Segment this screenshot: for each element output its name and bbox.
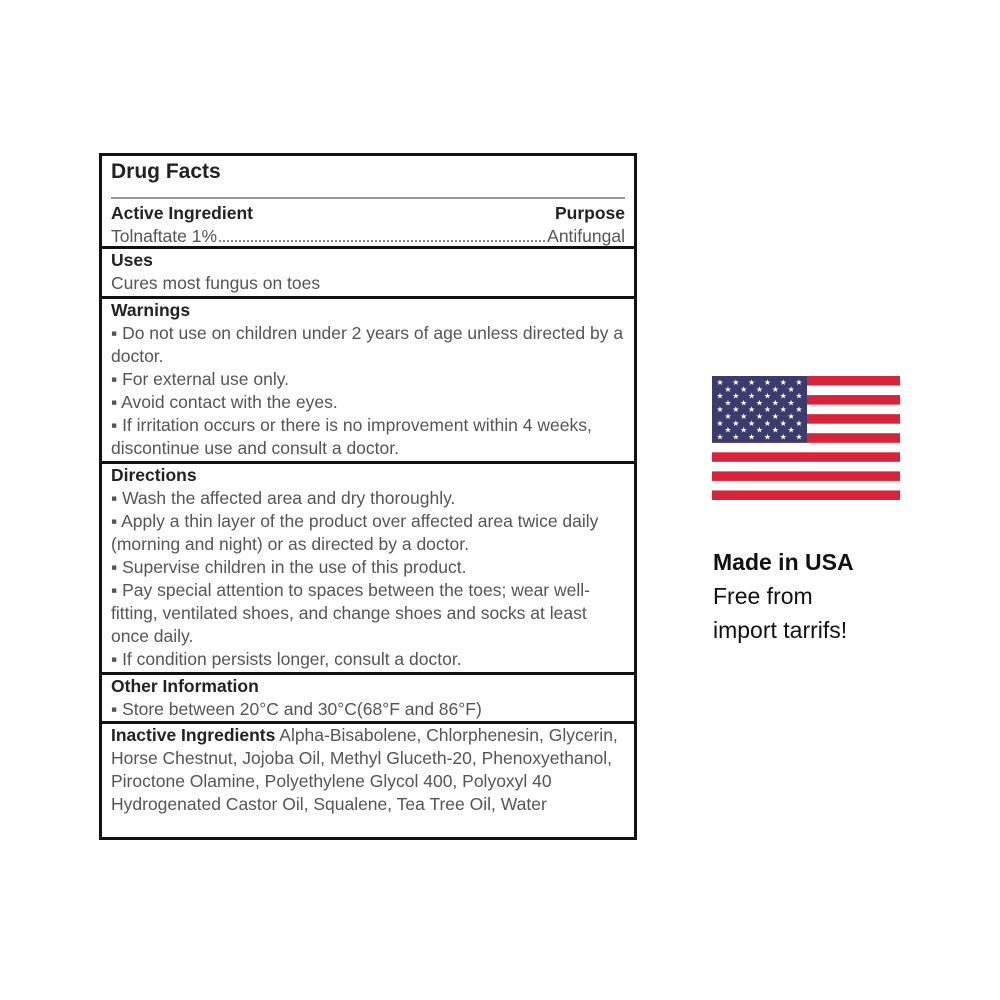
other-header: Other Information (111, 676, 259, 696)
flag-star: ★ (724, 412, 732, 421)
flag-star: ★ (787, 384, 795, 394)
direction-item: ▪ Apply a thin layer of the product over affected area twice daily (morning and night) or as directed by a doctor. (111, 511, 599, 554)
flag-star: ★ (763, 405, 771, 415)
flag-star: ★ (779, 391, 787, 401)
flag-star: ★ (740, 425, 748, 435)
flag-star: ★ (763, 418, 771, 428)
warnings-header: Warnings (111, 300, 191, 320)
flag-star: ★ (779, 418, 787, 428)
purpose: Antifungal (547, 226, 625, 246)
flag-star: ★ (724, 384, 732, 394)
active-ingredient-section (102, 156, 634, 246)
divider (111, 197, 625, 199)
flag-star: ★ (771, 412, 779, 421)
warning-item: ▪ Avoid contact with the eyes. (111, 392, 338, 412)
warning-item: ▪ Do not use on children under 2 years of age unless directed by a doctor. (111, 323, 624, 366)
inactive-header: Inactive Ingredients (111, 725, 276, 745)
flag-star: ★ (755, 425, 764, 435)
flag-star: ★ (771, 398, 779, 408)
flag-star: ★ (716, 391, 724, 401)
flag-star: ★ (787, 412, 795, 421)
flag-star: ★ (787, 398, 795, 408)
flag-star: ★ (763, 391, 771, 401)
us-flag-icon (712, 376, 900, 500)
drug-facts-title: Drug Facts (111, 160, 221, 183)
flag-star: ★ (779, 378, 787, 387)
badge-line2: import tarrifs! (713, 617, 848, 643)
active-ingredient: Tolnaftate 1% (111, 226, 218, 246)
uses-text: Cures most fungus on toes (111, 273, 321, 293)
active-header: Active Ingredient (111, 203, 253, 223)
flag-star: ★ (771, 384, 779, 394)
flag-star: ★ (755, 384, 764, 394)
flag-star: ★ (795, 418, 803, 428)
direction-item: ▪ Wash the affected area and dry thoroughly. (111, 488, 456, 508)
flag-star: ★ (748, 391, 756, 401)
flag-star: ★ (732, 378, 740, 387)
flag-star: ★ (716, 378, 724, 387)
warnings-section (102, 296, 634, 461)
flag-star: ★ (732, 405, 740, 415)
uses-section (102, 246, 634, 296)
directions-section (102, 461, 634, 672)
other-text: ▪ Store between 20°C and 30°C(68°F and 86°F) (111, 699, 482, 719)
warning-item: ▪ If irritation occurs or there is no improvement within 4 weeks, discontinue use and consult a doctor. (111, 415, 592, 458)
directions-header: Directions (111, 465, 197, 485)
flag-stripe (712, 471, 900, 481)
flag-star: ★ (755, 412, 764, 421)
warning-item: ▪ For external use only. (111, 369, 290, 389)
flag-star: ★ (732, 391, 740, 401)
inactive-section (102, 721, 634, 837)
flag-star: ★ (771, 425, 779, 435)
flag-star: ★ (795, 405, 803, 415)
flag-star: ★ (732, 432, 740, 442)
flag-star: ★ (732, 418, 740, 428)
direction-item: ▪ Supervise children in the use of this product. (111, 557, 467, 577)
flag-star: ★ (748, 432, 756, 442)
flag-star: ★ (748, 378, 756, 387)
flag-star: ★ (724, 398, 732, 408)
flag-star: ★ (716, 405, 724, 415)
flag-star: ★ (740, 384, 748, 394)
badge-headline: Made in USA (713, 549, 854, 575)
inactive-text: Alpha-Bisabolene, Chlorphenesin, Glycerin, Horse Chestnut, Jojoba Oil, Methyl Gluceth-20, Phenoxyethanol, Piroctone Olamine, Polyethylene Glycol 400, Polyoxyl 40 Hydrogenated Castor Oil, Squalene, Tea Tree Oil, Water (111, 725, 618, 814)
flag-star: ★ (716, 432, 724, 442)
flag-star: ★ (755, 398, 764, 408)
uses-header: Uses (111, 250, 153, 270)
flag-star: ★ (795, 378, 803, 387)
flag-star: ★ (748, 405, 756, 415)
flag-star: ★ (763, 432, 771, 442)
flag-star: ★ (716, 418, 724, 428)
drug-facts-panel (99, 153, 637, 840)
flag-star: ★ (724, 425, 732, 435)
purpose-header: Purpose (554, 203, 625, 223)
flag-star: ★ (787, 425, 795, 435)
made-in-usa-badge (713, 545, 854, 647)
flag-stripe (712, 490, 900, 500)
flag-star: ★ (779, 405, 787, 415)
flag-star: ★ (763, 378, 771, 387)
flag-star: ★ (779, 432, 787, 442)
flag-star: ★ (740, 398, 748, 408)
flag-stripe (712, 452, 900, 462)
flag-star: ★ (748, 418, 756, 428)
flag-star: ★ (795, 391, 803, 401)
flag-star: ★ (795, 432, 803, 442)
direction-item: ▪ If condition persists longer, consult a doctor. (111, 649, 462, 669)
direction-item: ▪ Pay special attention to spaces between the toes; wear well-fitting, ventilated shoes, and change shoes and socks at least once daily. (111, 580, 590, 646)
other-info-section (102, 672, 634, 721)
flag-star: ★ (740, 412, 748, 421)
badge-line1: Free from (713, 583, 813, 609)
